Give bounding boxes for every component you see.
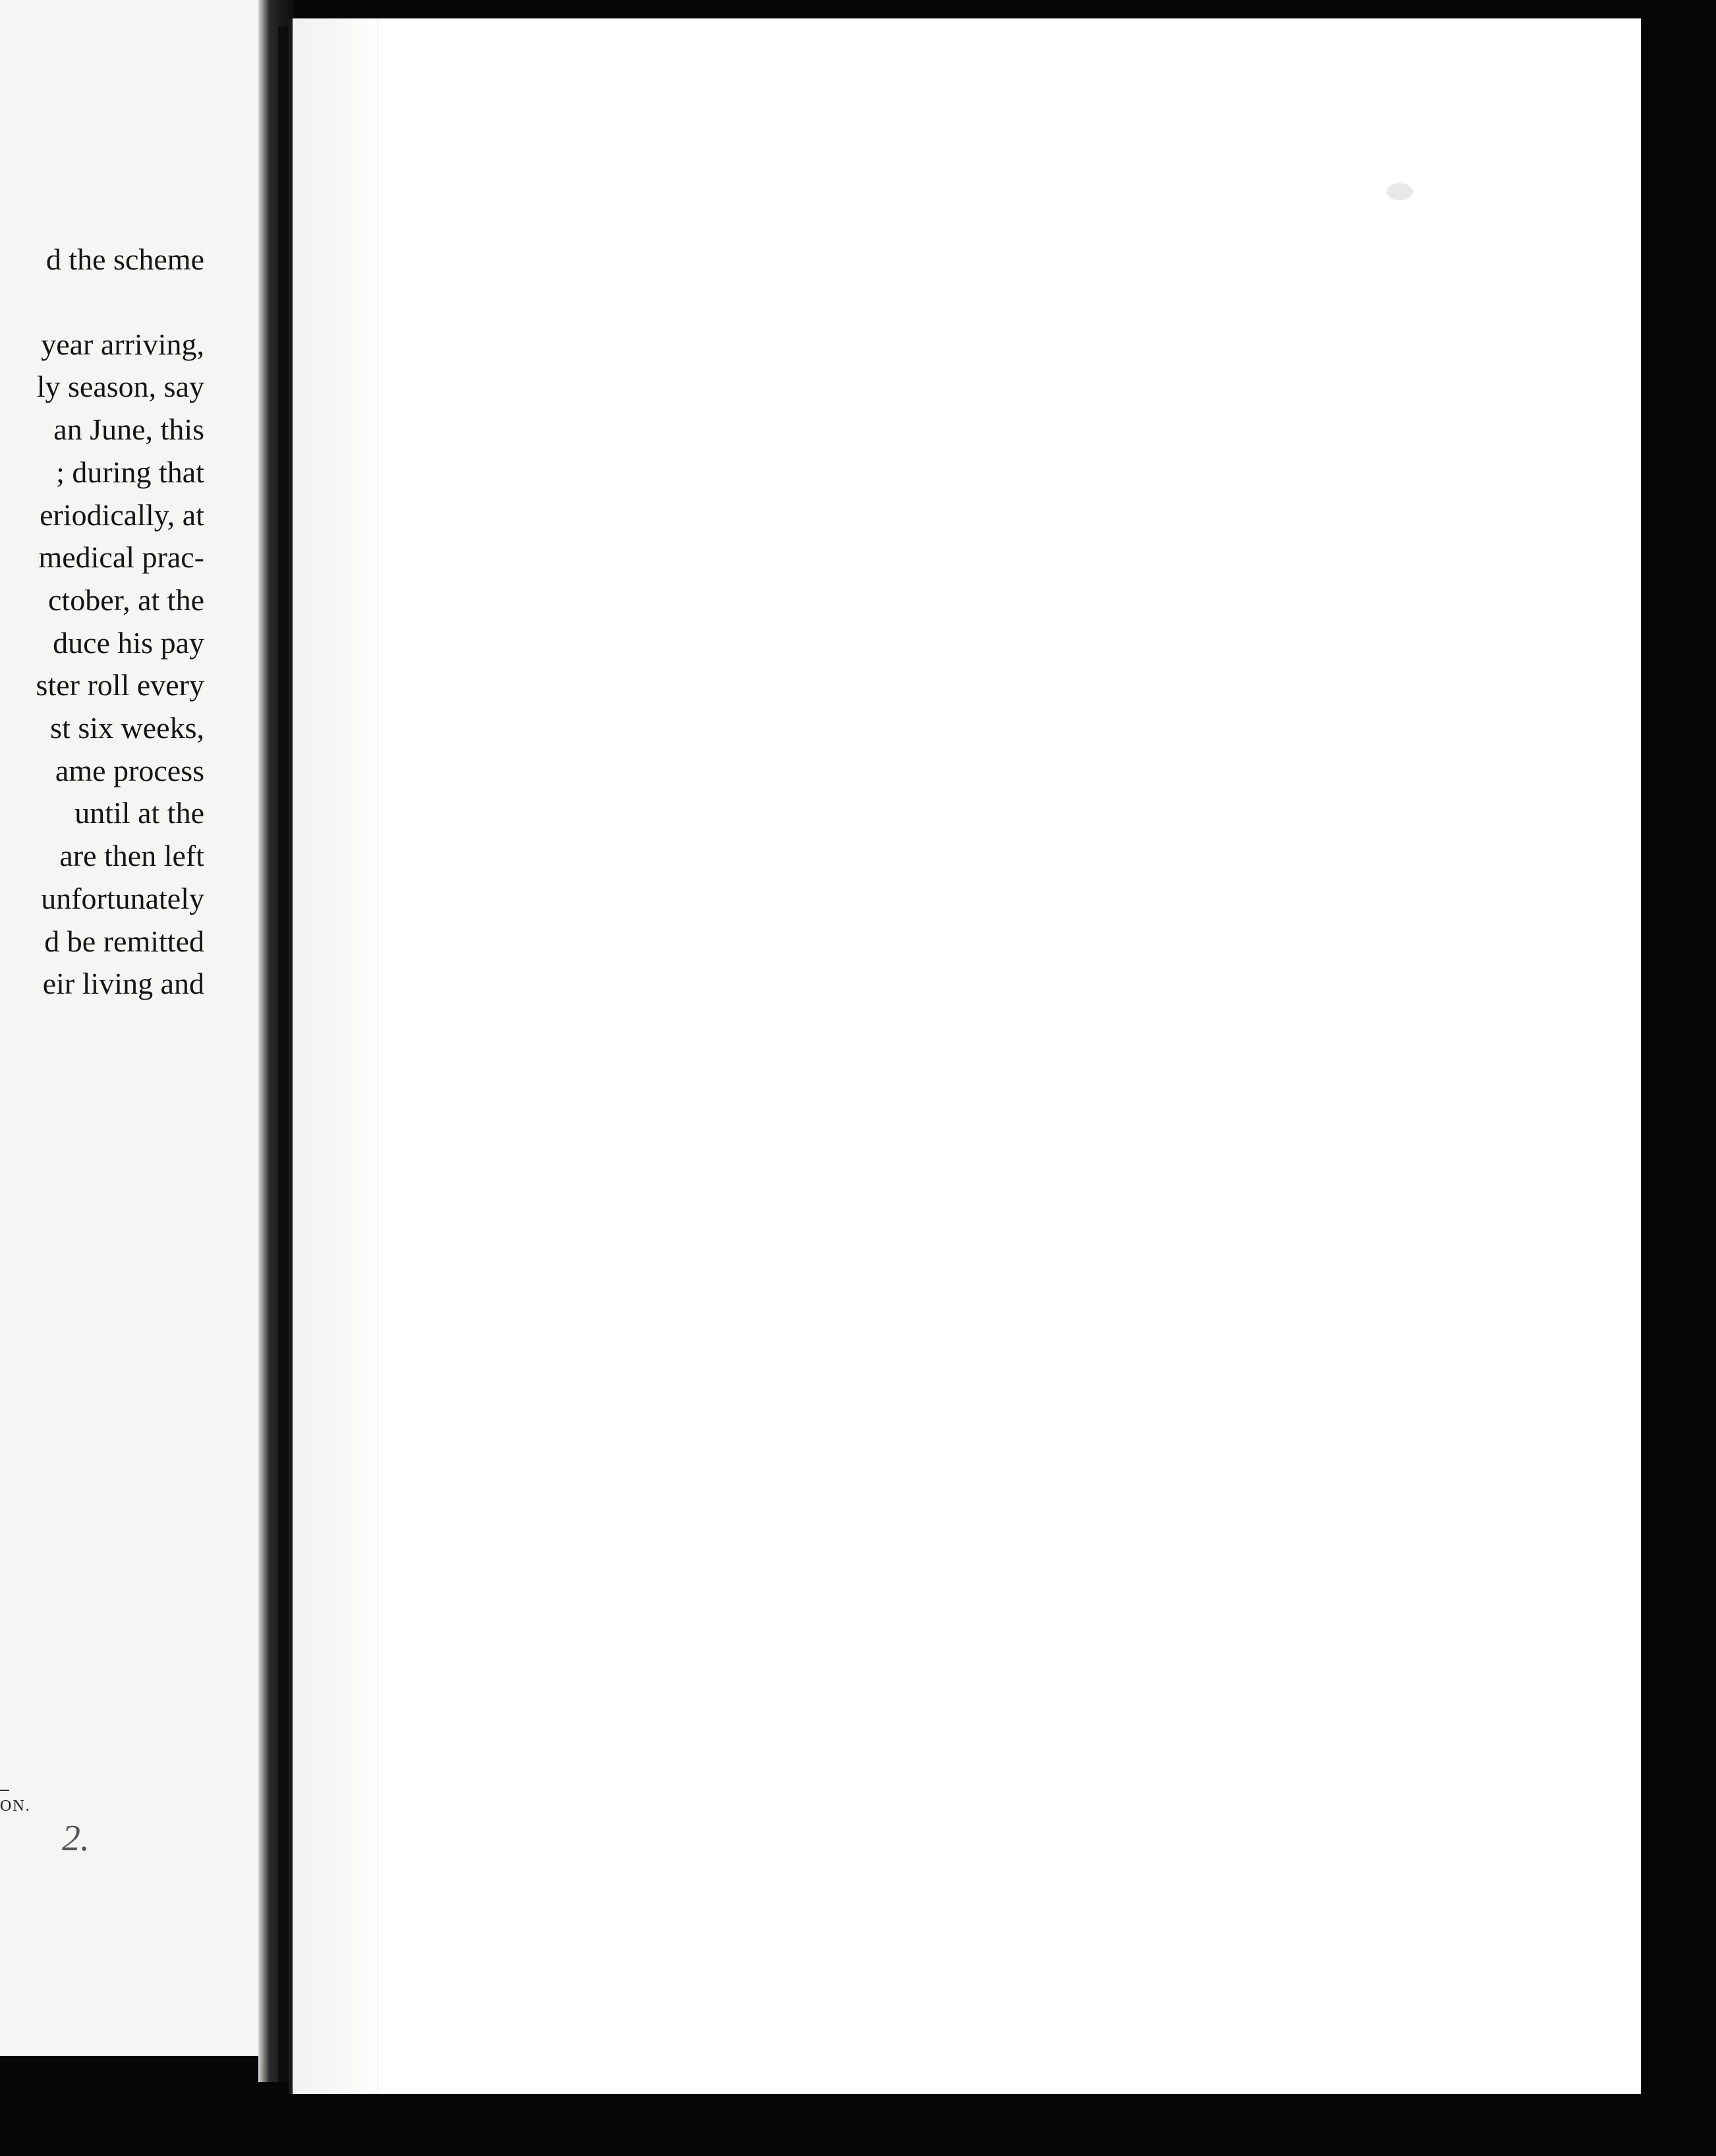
text-line: eriodically, at <box>40 497 204 532</box>
text-line: ; during that <box>56 455 204 489</box>
text-line: until at the <box>74 796 204 830</box>
text-line: ly season, say <box>36 370 204 404</box>
text-line: duce his pay <box>53 625 204 660</box>
paragraph-gap <box>0 281 204 324</box>
text-line: ctober, at the <box>48 582 204 617</box>
text-line: st six weeks, <box>50 711 204 745</box>
text-line: ster roll every <box>36 668 204 702</box>
left-facing-page <box>0 0 258 2056</box>
left-page-text-block <box>0 239 204 1006</box>
text-line: unfortunately <box>41 881 204 915</box>
text-line: eir living and <box>42 967 204 1001</box>
footer-rule <box>0 1790 9 1791</box>
text-line: medical prac- <box>38 540 204 575</box>
handwritten-folio-mark: 2. <box>62 1818 90 1859</box>
footer-text: ON. <box>0 1798 31 1815</box>
text-line: d be remitted <box>44 924 204 958</box>
text-line: year arriving, <box>41 327 204 361</box>
paper-speck <box>1387 183 1413 200</box>
text-line: ame process <box>55 753 204 787</box>
text-line: an June, this <box>53 412 204 447</box>
right-blank-page <box>289 18 1641 2094</box>
page-stub-strip <box>293 18 378 2094</box>
text-line: d the scheme <box>45 242 204 276</box>
text-line: are then left <box>59 839 204 873</box>
